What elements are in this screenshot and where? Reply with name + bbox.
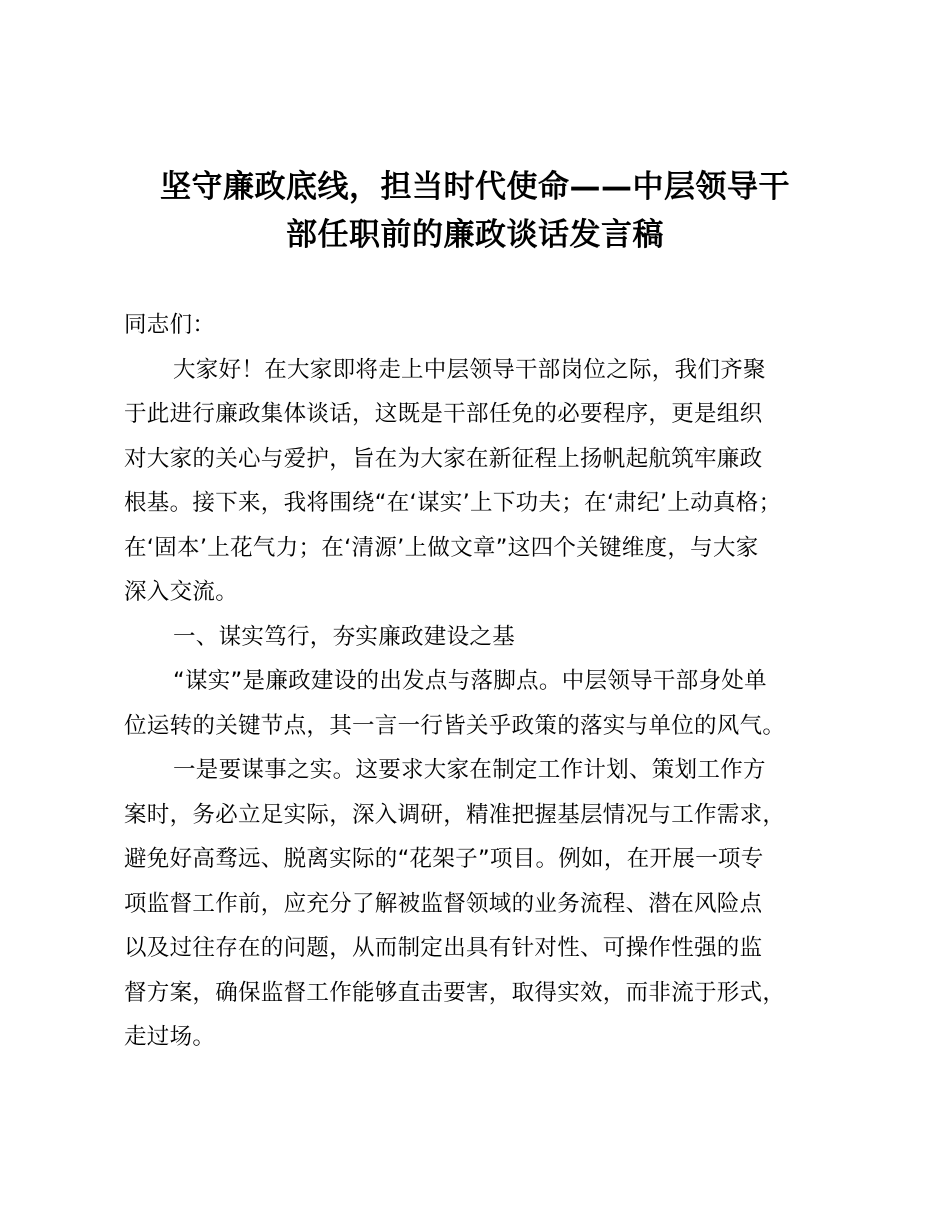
text-line: 督方案，确保监督工作能够直击要害，取得实效，而非流于形式， [124, 979, 786, 1006]
document-body [124, 303, 860, 1060]
document-title [110, 163, 840, 259]
text-line: 大家好！在大家即将走上中层领导干部岗位之际，我们齐聚 [173, 356, 766, 383]
text-line: 在‘固本’上花气力；在‘清源’上做文章”这四个关键维度，与大家 [124, 534, 759, 561]
text-line: 于此进行廉政集体谈话，这既是干部任免的必要程序，更是组织 [124, 401, 763, 427]
text-line: 对大家的关心与爱护，旨在为大家在新征程上扬帆起航筑牢廉政 [124, 445, 763, 472]
text-line: 根基。接下来，我将围绕“在‘谋实’上下功夫；在‘肃纪’上动真格； [124, 490, 782, 516]
text-line: 项监督工作前，应充分了解被监督领域的业务流程、潜在风险点 [124, 890, 763, 917]
text-line: “谋实”是廉政建设的出发点与落脚点。中层领导干部身处单 [173, 668, 767, 694]
text-line: 避免好高骛远、脱离实际的“花架子”项目。例如，在开展一项专 [124, 846, 764, 872]
text-line: 一是要谋事之实。这要求大家在制定工作计划、策划工作方 [173, 757, 766, 783]
paragraph-point-one [124, 748, 860, 1060]
text-line: 案时，务必立足实际，深入调研，精准把握基层情况与工作需求， [124, 801, 786, 828]
section-heading-text: 一、谋实笃行，夯实廉政建设之基 [173, 623, 516, 650]
text-line: 深入交流。 [124, 579, 239, 605]
text-line: 以及过往存在的问题，从而制定出具有针对性、可操作性强的监 [124, 935, 763, 961]
text-line: 走过场。 [124, 1024, 216, 1050]
title-line: 部任职前的廉政谈话发言稿 [286, 217, 664, 253]
paragraph-moushi [124, 659, 860, 748]
salutation-text: 同志们： [124, 312, 216, 338]
salutation [124, 303, 860, 348]
text-line: 位运转的关键节点，其一言一行皆关乎政策的落实与单位的风气。 [124, 712, 786, 739]
section-heading [124, 615, 860, 660]
paragraph-intro [124, 348, 860, 615]
title-line: 坚守廉政底线，担当时代使命——中层领导干 [160, 169, 790, 205]
